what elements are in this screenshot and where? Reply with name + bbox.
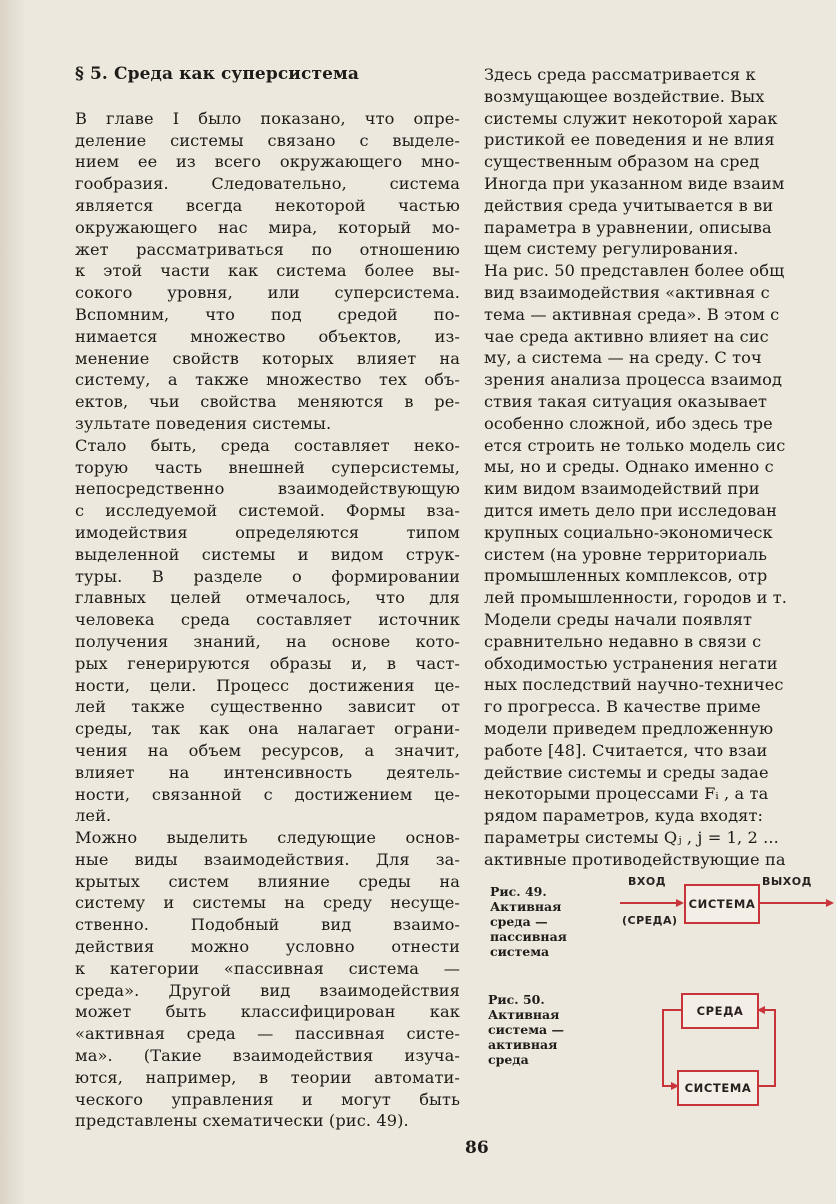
text-line: параметры системы Qⱼ , j = 1, 2 ... <box>484 827 779 847</box>
text-line: действия среда учитывается в ви <box>484 195 774 215</box>
text-line: «активная среда — пассивная систе- <box>75 1024 460 1044</box>
text-line: представлены схематически (рис. 49). <box>75 1111 409 1131</box>
text-line: ристикой ее поведения и не влия <box>484 130 775 150</box>
output-arrowhead <box>826 899 834 907</box>
text-line: существенным образом на сред <box>484 152 760 172</box>
environment-box: СРЕДА <box>681 993 759 1029</box>
text-line: лей. <box>75 806 112 826</box>
text-line: Иногда при указанном виде взаим <box>484 173 785 193</box>
input-sub-label: (СРЕДА) <box>622 914 678 927</box>
text-line: систему, а также множество тех объ- <box>75 370 460 390</box>
page-number: 86 <box>465 1138 489 1158</box>
text-line: является всегда некоторой частью <box>75 195 460 215</box>
system-box: СИСТЕМА <box>684 884 760 924</box>
figure-49-caption-line: Рис. 49. <box>490 884 547 899</box>
input-arrowhead <box>676 899 684 907</box>
figure-50-caption-line: система — <box>488 1022 565 1037</box>
figure-50-caption <box>488 992 564 1067</box>
page-edge-shadow <box>0 0 26 1204</box>
text-line: работе [48]. Считается, что взаи <box>484 740 768 760</box>
text-line: нимается множество объектов, из- <box>75 326 460 346</box>
figure-49-caption-line: среда — <box>490 914 548 929</box>
text-line: ные виды взаимодействия. Для за- <box>75 849 460 869</box>
text-line: зрения анализа процесса взаимод <box>484 370 783 390</box>
figure-49-caption-line: Активная <box>490 899 562 914</box>
text-line: активные противодействующие па <box>484 849 786 869</box>
text-line: дится иметь дело при исследован <box>484 500 777 520</box>
text-line: го прогресса. В качестве приме <box>484 697 761 717</box>
text-line: крытых систем влияние среды на <box>75 871 460 891</box>
text-line: Здесь среда рассматривается к <box>484 65 756 84</box>
text-line: модели приведем предложенную <box>484 718 774 738</box>
text-line: влияет на интенсивность деятель- <box>75 762 460 782</box>
text-line: му, а система — на среду. С точ <box>484 348 762 368</box>
text-line: непосредственно взаимодействующую <box>75 479 460 499</box>
text-line: рядом параметров, куда входят: <box>484 806 764 826</box>
right-column-text <box>484 64 836 870</box>
left-column-text <box>75 108 460 1132</box>
text-line: ются, например, в теории автомати- <box>75 1067 460 1087</box>
text-line: крупных социально-экономическ <box>484 522 773 542</box>
text-line: систем (на уровне территориаль <box>484 544 768 564</box>
text-line: действие системы и среды задае <box>484 762 769 782</box>
text-line: системы служит некоторой харак <box>484 108 778 128</box>
text-line: Можно выделить следующие основ- <box>75 828 460 848</box>
input-label: ВХОД <box>628 875 667 888</box>
text-line: человека среда составляет источник <box>75 610 460 630</box>
text-line: выделенной системы и видом струк- <box>75 544 460 564</box>
text-line: ческого управления и могут быть <box>75 1089 460 1109</box>
text-line: В главе I было показано, что опре- <box>75 108 460 128</box>
text-line: к категории «пассивная система — <box>75 958 460 978</box>
text-line: Модели среды начали появлят <box>484 609 753 629</box>
text-line: Стало быть, среда составляет неко- <box>75 435 460 455</box>
figure-49-diagram <box>600 870 836 940</box>
text-line: чае среда активно влияет на сис <box>484 326 769 346</box>
text-line: параметра в уравнении, описыва <box>484 217 772 237</box>
text-line: ственно. Подобный вид взаимо- <box>75 915 460 935</box>
text-line: к этой части как система более вы- <box>75 261 460 281</box>
right-column <box>484 64 836 870</box>
text-line: систему и системы на среду несуще- <box>75 893 460 913</box>
text-line: получения знаний, на основе кото- <box>75 631 460 651</box>
text-line: лей также существенно зависит от <box>75 697 460 717</box>
text-line: среда». Другой вид взаимодействия <box>75 980 460 1000</box>
text-line: имодействия определяются типом <box>75 522 460 542</box>
figure-49-caption <box>490 884 567 959</box>
text-line: торую часть внешней суперсистемы, <box>75 457 460 477</box>
figure-50-caption-line: среда <box>488 1052 529 1067</box>
text-line: вид взаимодействия «активная с <box>484 282 770 302</box>
text-line: сравнительно недавно в связи с <box>484 631 762 651</box>
text-line: щем систему регулирования. <box>484 239 739 259</box>
text-line: окружающего нас мира, который мо- <box>75 217 460 237</box>
text-line: деление системы связано с выделе- <box>75 130 460 150</box>
text-line: На рис. 50 представлен более общ <box>484 261 785 281</box>
text-line: промышленных комплексов, отр <box>484 566 768 586</box>
text-line: возмущающее воздействие. Вых <box>484 86 765 106</box>
figure-50-caption-line: активная <box>488 1037 558 1052</box>
system-box: СИСТЕМА <box>677 1070 759 1106</box>
text-line: с исследуемой системой. Формы вза- <box>75 501 460 521</box>
text-line: чения на объем ресурсов, а значит, <box>75 740 460 760</box>
text-line: гообразия. Следовательно, система <box>75 174 460 194</box>
figure-50-caption-line: Активная <box>488 1007 560 1022</box>
text-line: некоторыми процессами Fᵢ , а та <box>484 784 769 804</box>
text-line: лей промышленности, городов и т. <box>484 588 788 608</box>
figure-50-diagram <box>655 990 785 1110</box>
text-line: может быть классифицирован как <box>75 1002 460 1022</box>
text-line: тема — активная среда». В этом с <box>484 304 780 324</box>
text-line: менение свойств которых влияет на <box>75 348 460 368</box>
text-line: сокого уровня, или суперсистема. <box>75 283 460 303</box>
text-line: туры. В разделе о формировании <box>75 566 460 586</box>
text-line: ектов, чьи свойства меняются в ре- <box>75 392 460 412</box>
figure-49-caption-line: система <box>490 944 550 959</box>
output-label: ВЫХОД <box>762 875 812 888</box>
text-line: ствия такая ситуация оказывает <box>484 391 768 411</box>
text-line: ким видом взаимодействий при <box>484 479 760 499</box>
left-column <box>75 64 460 1132</box>
text-line: ных последствий научно-техничес <box>484 675 784 695</box>
text-line: жет рассматриваться по отношению <box>75 239 460 259</box>
text-line: Вспомним, что под средой по- <box>75 304 460 324</box>
text-line: обходимостью устранения негати <box>484 653 778 673</box>
figure-50-caption-line: Рис. 50. <box>488 992 545 1007</box>
text-line: ма». (Такие взаимодействия изуча- <box>75 1046 460 1066</box>
text-line: нием ее из всего окружающего мно- <box>75 152 460 172</box>
text-line: среды, так как она налагает ограни- <box>75 719 460 739</box>
figure-49-caption-line: пассивная <box>490 929 567 944</box>
text-line: мы, но и среды. Однако именно с <box>484 457 774 477</box>
text-line: зультате поведения системы. <box>75 413 332 433</box>
text-line: ности, связанной с достижением це- <box>75 784 460 804</box>
text-line: особенно сложной, ибо здесь тре <box>484 413 773 433</box>
text-line: рых генерируются образы и, в част- <box>75 653 460 673</box>
text-line: действия можно условно отнести <box>75 937 460 957</box>
text-line: ется строить не только модель сис <box>484 435 786 455</box>
text-line: ности, цели. Процесс достижения це- <box>75 675 460 695</box>
text-line: главных целей отмечалось, что для <box>75 588 460 608</box>
section-heading: § 5. Среда как суперсистема <box>75 64 359 84</box>
